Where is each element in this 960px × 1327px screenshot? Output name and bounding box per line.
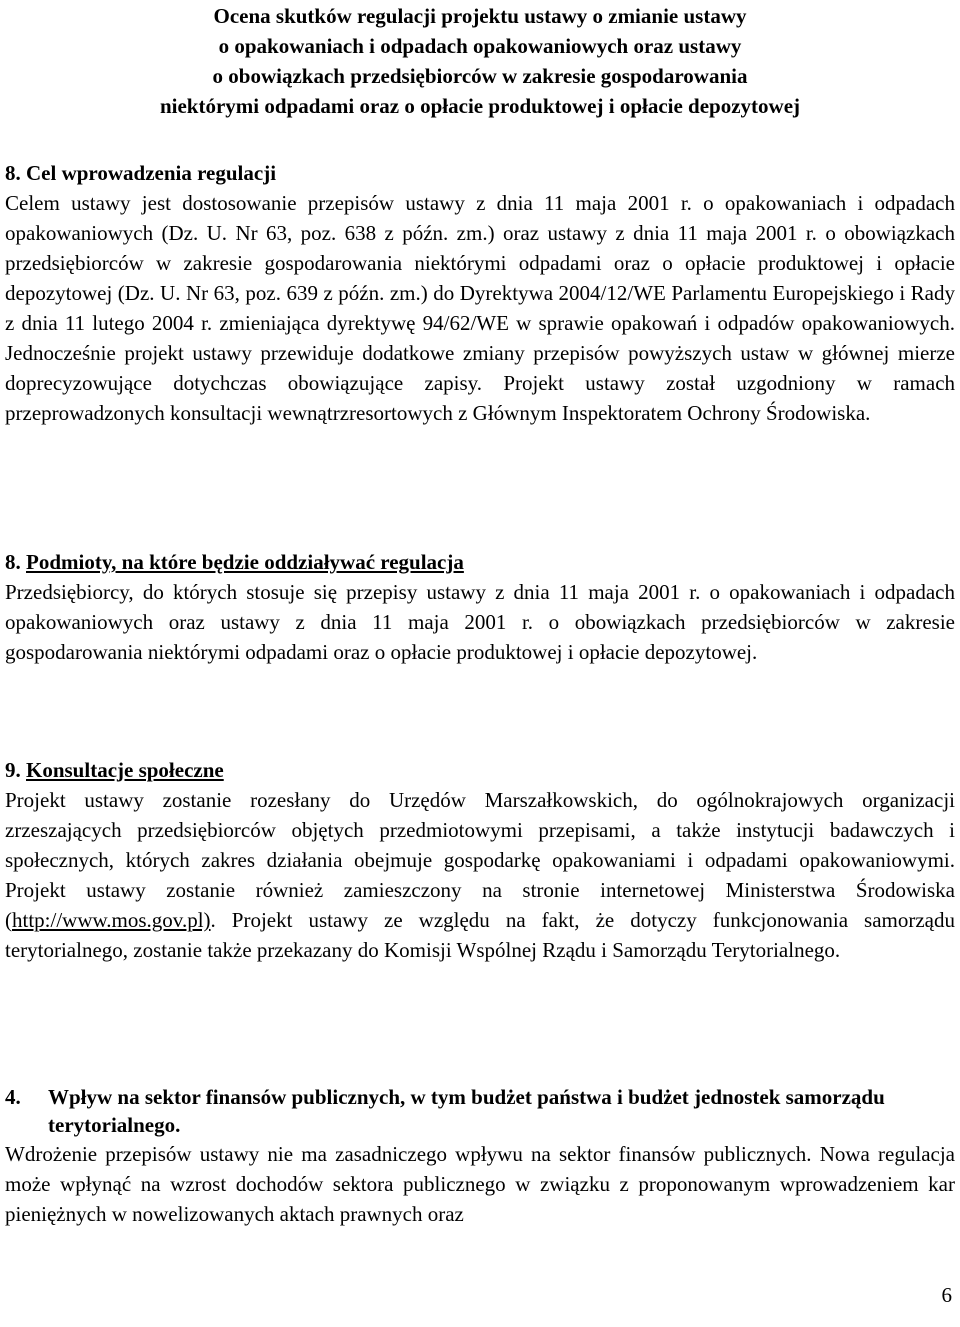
- section-heading: [5, 755, 955, 785]
- paragraph-text: Projekt ustawy zostanie rozesłany do Urzędów Marszałkowskich, do ogólnokrajowych organizacji zrzeszających przedsiębiorców objętych przedmiotowymi przepisami, a także instytucji badawczych i społecznych, których zakres działania obejmuje gospodarkę opakowaniami i odpadami opakowaniowymi. Projekt ustawy zostanie również zamieszczony na stronie internetowej Ministerstwa Środowiska (: [5, 788, 955, 932]
- title-line: Ocena skutków regulacji projektu ustawy o zmianie ustawy: [213, 4, 747, 28]
- section-title: Konsultacje społeczne: [26, 758, 224, 782]
- section-number: 8.: [5, 161, 21, 185]
- section-number: 8.: [5, 550, 21, 574]
- section-title: Wpływ na sektor finansów publicznych, w tym budżet państwa i budżet jednostek samorządu terytorialnego.: [48, 1085, 885, 1137]
- section-purpose: [5, 158, 955, 428]
- section-heading: [5, 1083, 955, 1139]
- section-body: Wdrożenie przepisów ustawy nie ma zasadniczego wpływu na sektor finansów publicznych. Nowa regulacja może wpłynąć na wzrost dochodów sektora publicznego w związku z proponowanym wprowadzeniem kar pieniężnych w nowelizowanych aktach prawnych oraz: [5, 1142, 955, 1226]
- section-consultations: [5, 755, 955, 965]
- paragraph-text: Projekt ustawy został uzgodniony w ramach przeprowadzonych konsultacji wewnątrzresortowych z Głównym Inspektoratem Ochrony Środowiska.: [5, 371, 956, 425]
- paragraph-text: Celem ustawy jest dostosowanie przepisów ustawy z dnia 11 maja 2001 r. o opakowaniach i odpadach opakowaniowych (Dz. U. Nr 63, poz. 638 z późn. zm.) oraz ustawy z dnia 11 maja 2001 r. o obowiązkach przedsiębiorców w zakresie gospodarowania niektórymi odpadami oraz o opłacie produktowej i opłacie depozytowej (Dz. U. Nr 63, poz. 639 z późn. zm.) do Dyrektywa 2004/12/WE Parlamentu Europejskiego i Rady z dnia 11 lutego 2004 r. zmieniająca dyrektywę 94/62/WE w sprawie opakowań i odpadów opakowaniowych.: [5, 191, 955, 335]
- section-title: Cel wprowadzenia regulacji: [26, 161, 277, 185]
- section-body: [5, 188, 955, 428]
- paragraph-text: Jednocześnie projekt ustawy przewiduje dodatkowe zmiany przepisów powyższych ustaw w głównej mierze doprecyzowujące dotychczas obowiązujące zapisy.: [5, 341, 955, 395]
- title-line: o opakowaniach i odpadach opakowaniowych oraz ustawy: [218, 34, 742, 58]
- section-entities: [5, 547, 955, 667]
- document-title: [0, 1, 960, 121]
- title-line: o obowiązkach przedsiębiorców w zakresie gospodarowania: [212, 64, 748, 88]
- paragraph-text: . Projekt ustawy ze względu na fakt, że dotyczy funkcjonowania samorządu terytorialnego, zostanie także przekazany do Komisji Wspólnej Rządu i Samorządu Terytorialnego.: [5, 908, 955, 962]
- section-title: Podmioty, na które będzie oddziaływać regulacja: [26, 550, 464, 574]
- section-body: Przedsiębiorcy, do których stosuje się przepisy ustawy z dnia 11 maja 2001 r. o opakowaniach i odpadach opakowaniowych oraz ustawy z dnia 11 maja 2001 r. o obowiązkach przedsiębiorców w zakresie gospodarowania niektórymi odpadami oraz o opłacie produktowej i opłacie depozytowej.: [5, 580, 955, 664]
- title-line: niektórymi odpadami oraz o opłacie produktowej i opłacie depozytowej: [159, 94, 801, 118]
- section-heading: [5, 158, 955, 188]
- section-heading: [5, 547, 955, 577]
- section-public-finance: [5, 1083, 955, 1229]
- section-body: [5, 785, 955, 965]
- page-number: 6: [941, 1283, 952, 1307]
- section-number: 9.: [5, 758, 21, 782]
- ministry-website-link[interactable]: http://www.mos.gov.pl): [12, 908, 211, 932]
- section-number: 4.: [5, 1085, 21, 1109]
